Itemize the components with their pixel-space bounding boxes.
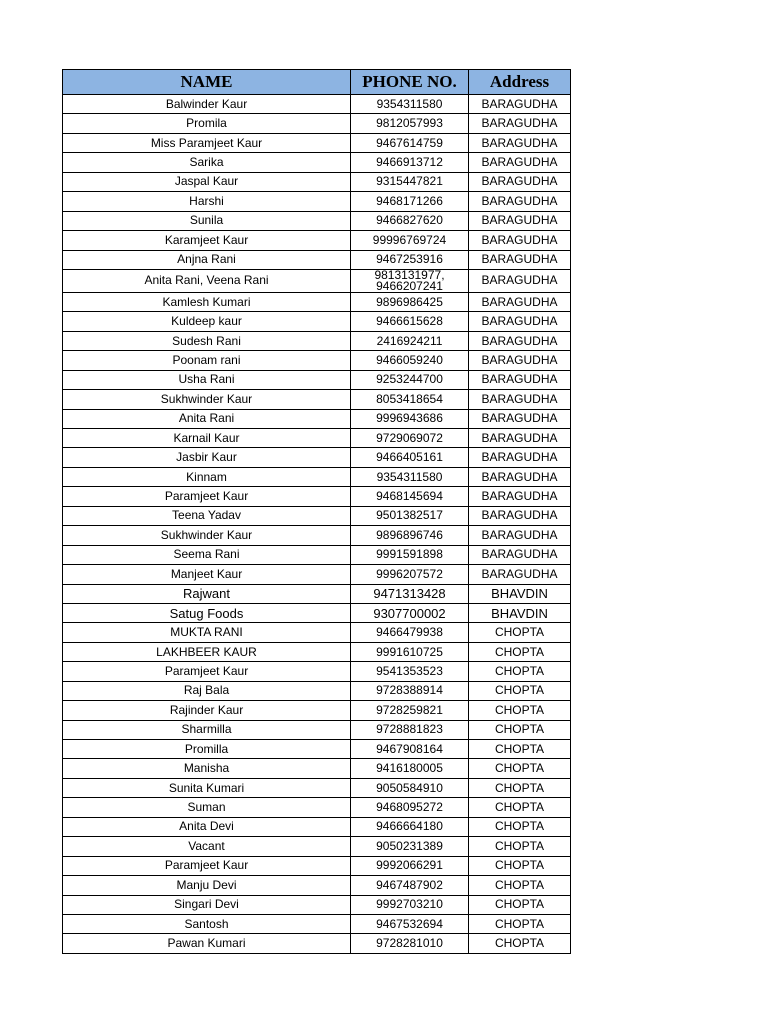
cell-address: CHOPTA: [469, 934, 571, 953]
table-row: [63, 409, 571, 428]
table-row: [63, 934, 571, 953]
cell-address: BHAVDIN: [469, 584, 571, 603]
cell-address: BARAGUDHA: [469, 565, 571, 584]
cell-name: Promilla: [63, 740, 351, 759]
cell-name: Teena Yadav: [63, 506, 351, 525]
cell-name: Raj Bala: [63, 681, 351, 700]
cell-phone: 99996769724: [351, 231, 469, 250]
cell-name: Jasbir Kaur: [63, 448, 351, 467]
cell-phone: 9466479938: [351, 623, 469, 642]
cell-phone: 9307700002: [351, 603, 469, 622]
cell-name: LAKHBEER KAUR: [63, 642, 351, 661]
table-row: [63, 192, 571, 211]
cell-address: CHOPTA: [469, 895, 571, 914]
table-row: [63, 114, 571, 133]
cell-address: BARAGUDHA: [469, 331, 571, 350]
cell-phone: 9992066291: [351, 856, 469, 875]
cell-address: CHOPTA: [469, 642, 571, 661]
table-body: [63, 95, 571, 954]
cell-name: Sarika: [63, 153, 351, 172]
cell-address: BARAGUDHA: [469, 448, 571, 467]
cell-name: Seema Rani: [63, 545, 351, 564]
cell-phone: 9468171266: [351, 192, 469, 211]
cell-address: CHOPTA: [469, 817, 571, 836]
cell-address: BARAGUDHA: [469, 211, 571, 230]
cell-phone: 9729069072: [351, 429, 469, 448]
cell-phone: 9467614759: [351, 133, 469, 152]
table-row: [63, 701, 571, 720]
cell-address: CHOPTA: [469, 798, 571, 817]
cell-address: BARAGUDHA: [469, 192, 571, 211]
contact-table: [62, 69, 571, 954]
cell-address: CHOPTA: [469, 681, 571, 700]
cell-phone: 9896896746: [351, 526, 469, 545]
cell-phone: 2416924211: [351, 331, 469, 350]
table-row: [63, 837, 571, 856]
table-row: [63, 269, 571, 292]
cell-phone: 9812057993: [351, 114, 469, 133]
cell-phone: 9354311580: [351, 95, 469, 114]
cell-phone: 8053418654: [351, 390, 469, 409]
cell-name: Promila: [63, 114, 351, 133]
cell-name: Balwinder Kaur: [63, 95, 351, 114]
cell-address: CHOPTA: [469, 914, 571, 933]
cell-address: CHOPTA: [469, 837, 571, 856]
cell-address: BHAVDIN: [469, 603, 571, 622]
cell-phone: 9896986425: [351, 292, 469, 311]
cell-name: Anita Rani: [63, 409, 351, 428]
cell-name: Sukhwinder Kaur: [63, 526, 351, 545]
cell-address: BARAGUDHA: [469, 153, 571, 172]
table-row: [63, 370, 571, 389]
cell-phone: 9467253916: [351, 250, 469, 269]
table-row: [63, 720, 571, 739]
cell-address: BARAGUDHA: [469, 487, 571, 506]
cell-address: CHOPTA: [469, 740, 571, 759]
table-row: [63, 681, 571, 700]
cell-phone: 9315447821: [351, 172, 469, 191]
cell-phone: 9501382517: [351, 506, 469, 525]
cell-name: Usha Rani: [63, 370, 351, 389]
table-row: [63, 526, 571, 545]
header-row: [63, 70, 571, 95]
table-row: [63, 153, 571, 172]
table-row: [63, 623, 571, 642]
cell-address: BARAGUDHA: [469, 231, 571, 250]
table-row: [63, 211, 571, 230]
cell-name: Paramjeet Kaur: [63, 856, 351, 875]
table-row: [63, 292, 571, 311]
cell-phone: 9471313428: [351, 584, 469, 603]
table-row: [63, 759, 571, 778]
cell-address: BARAGUDHA: [469, 172, 571, 191]
cell-address: BARAGUDHA: [469, 545, 571, 564]
cell-name: Jaspal Kaur: [63, 172, 351, 191]
cell-phone: 9467487902: [351, 876, 469, 895]
cell-phone: 9466405161: [351, 448, 469, 467]
cell-phone: 9354311580: [351, 467, 469, 486]
cell-name: Sunila: [63, 211, 351, 230]
column-header-address: Address: [469, 70, 571, 95]
cell-name: Sharmilla: [63, 720, 351, 739]
cell-name: Anjna Rani: [63, 250, 351, 269]
cell-address: BARAGUDHA: [469, 390, 571, 409]
cell-address: CHOPTA: [469, 623, 571, 642]
table-row: [63, 545, 571, 564]
table-row: [63, 448, 571, 467]
column-header-name: NAME: [63, 70, 351, 95]
table-row: [63, 584, 571, 603]
cell-phone: 9541353523: [351, 662, 469, 681]
cell-name: Harshi: [63, 192, 351, 211]
cell-name: Rajinder Kaur: [63, 701, 351, 720]
cell-name: Poonam rani: [63, 351, 351, 370]
cell-name: Karamjeet Kaur: [63, 231, 351, 250]
table-row: [63, 662, 571, 681]
cell-address: CHOPTA: [469, 662, 571, 681]
cell-name: Rajwant: [63, 584, 351, 603]
cell-phone: 9466827620: [351, 211, 469, 230]
table-row: [63, 740, 571, 759]
table-row: [63, 642, 571, 661]
table-row: [63, 603, 571, 622]
column-header-phone: PHONE NO.: [351, 70, 469, 95]
cell-name: Suman: [63, 798, 351, 817]
cell-phone: 9728259821: [351, 701, 469, 720]
cell-address: CHOPTA: [469, 856, 571, 875]
cell-name: MUKTA RANI: [63, 623, 351, 642]
cell-name: Pawan Kumari: [63, 934, 351, 953]
table-row: [63, 487, 571, 506]
cell-name: Paramjeet Kaur: [63, 662, 351, 681]
cell-address: BARAGUDHA: [469, 506, 571, 525]
cell-name: Kinnam: [63, 467, 351, 486]
cell-phone: 9416180005: [351, 759, 469, 778]
cell-address: CHOPTA: [469, 778, 571, 797]
cell-phone: 9813131977, 9466207241: [351, 269, 469, 292]
cell-name: Paramjeet Kaur: [63, 487, 351, 506]
cell-phone: 9050584910: [351, 778, 469, 797]
cell-phone: 9050231389: [351, 837, 469, 856]
cell-address: BARAGUDHA: [469, 351, 571, 370]
cell-name: Satug Foods: [63, 603, 351, 622]
table-row: [63, 429, 571, 448]
cell-phone: 9253244700: [351, 370, 469, 389]
cell-name: Kamlesh Kumari: [63, 292, 351, 311]
cell-name: Singari Devi: [63, 895, 351, 914]
cell-phone: 9728881823: [351, 720, 469, 739]
cell-phone: 9996207572: [351, 565, 469, 584]
table-row: [63, 565, 571, 584]
table-row: [63, 876, 571, 895]
cell-name: Manisha: [63, 759, 351, 778]
cell-name: Manju Devi: [63, 876, 351, 895]
cell-address: CHOPTA: [469, 720, 571, 739]
cell-name: Sukhwinder Kaur: [63, 390, 351, 409]
cell-address: BARAGUDHA: [469, 409, 571, 428]
cell-name: Miss Paramjeet Kaur: [63, 133, 351, 152]
cell-name: Manjeet Kaur: [63, 565, 351, 584]
cell-address: BARAGUDHA: [469, 114, 571, 133]
table-header: [63, 70, 571, 95]
cell-phone: 9728388914: [351, 681, 469, 700]
table-row: [63, 351, 571, 370]
cell-name: Kuldeep kaur: [63, 312, 351, 331]
cell-name: Santosh: [63, 914, 351, 933]
cell-phone: 9468095272: [351, 798, 469, 817]
cell-address: CHOPTA: [469, 876, 571, 895]
cell-address: BARAGUDHA: [469, 312, 571, 331]
cell-address: BARAGUDHA: [469, 133, 571, 152]
table-row: [63, 914, 571, 933]
cell-name: Vacant: [63, 837, 351, 856]
table-row: [63, 312, 571, 331]
cell-phone: 9992703210: [351, 895, 469, 914]
table-row: [63, 467, 571, 486]
cell-address: BARAGUDHA: [469, 429, 571, 448]
cell-phone: 9466913712: [351, 153, 469, 172]
table-row: [63, 798, 571, 817]
table-row: [63, 250, 571, 269]
cell-phone: 9467908164: [351, 740, 469, 759]
cell-address: BARAGUDHA: [469, 292, 571, 311]
cell-address: BARAGUDHA: [469, 269, 571, 292]
table-row: [63, 95, 571, 114]
cell-phone: 9728281010: [351, 934, 469, 953]
cell-address: BARAGUDHA: [469, 370, 571, 389]
cell-phone: 9996943686: [351, 409, 469, 428]
cell-phone: 9466664180: [351, 817, 469, 836]
table-row: [63, 856, 571, 875]
cell-phone: 9466615628: [351, 312, 469, 331]
cell-name: Anita Rani, Veena Rani: [63, 269, 351, 292]
cell-phone: 9466059240: [351, 351, 469, 370]
table-row: [63, 390, 571, 409]
table-row: [63, 172, 571, 191]
cell-address: BARAGUDHA: [469, 95, 571, 114]
cell-address: CHOPTA: [469, 759, 571, 778]
cell-address: BARAGUDHA: [469, 467, 571, 486]
cell-address: BARAGUDHA: [469, 250, 571, 269]
table-row: [63, 231, 571, 250]
cell-address: BARAGUDHA: [469, 526, 571, 545]
cell-phone: 9467532694: [351, 914, 469, 933]
cell-name: Sudesh Rani: [63, 331, 351, 350]
cell-name: Sunita Kumari: [63, 778, 351, 797]
cell-phone: 9991591898: [351, 545, 469, 564]
table-row: [63, 506, 571, 525]
table-row: [63, 778, 571, 797]
table-row: [63, 331, 571, 350]
cell-name: Karnail Kaur: [63, 429, 351, 448]
table-row: [63, 133, 571, 152]
table-row: [63, 817, 571, 836]
cell-name: Anita Devi: [63, 817, 351, 836]
table-row: [63, 895, 571, 914]
cell-address: CHOPTA: [469, 701, 571, 720]
cell-phone: 9991610725: [351, 642, 469, 661]
cell-phone: 9468145694: [351, 487, 469, 506]
